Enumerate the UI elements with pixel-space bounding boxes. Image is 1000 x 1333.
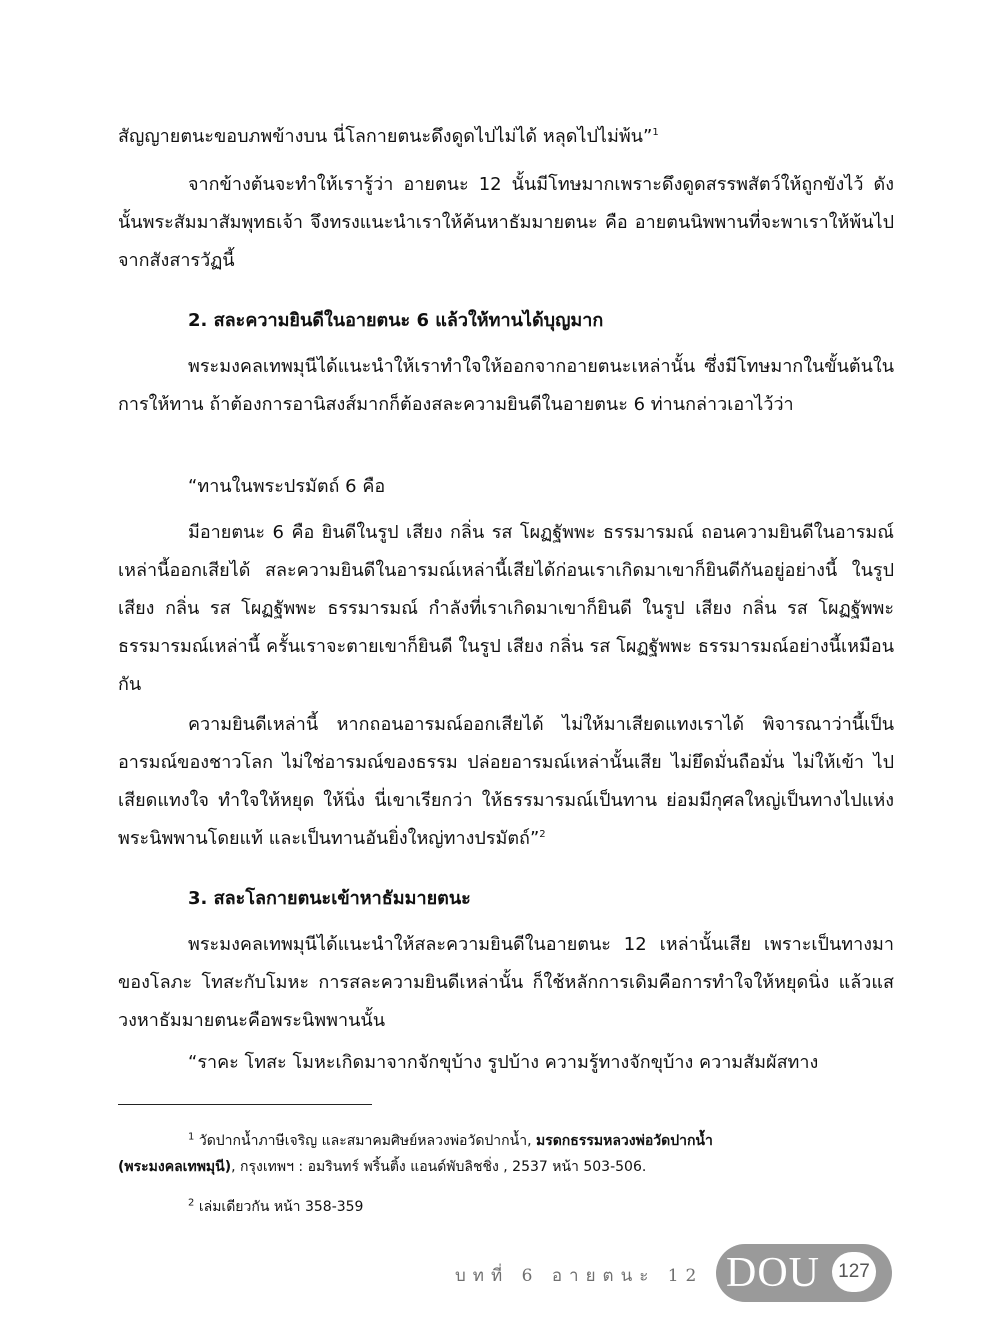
footnote-2: [118, 1194, 894, 1220]
paragraph-text: สัญญายตนะขอบภพข้างบน นี่โลกายตนะดึงดูดไปไม่ได้ หลุดไปไม่พ้น”: [118, 126, 653, 147]
paragraph-7: “ราคะ โทสะ โมหะเกิดมาจากจักขุบ้าง รูปบ้าง ความรู้ทางจักขุบ้าง ความสัมผัสทาง: [188, 1052, 819, 1073]
footnote-number: 2: [188, 1197, 195, 1209]
footnote-text: เล่มเดียวกัน หน้า 358-359: [198, 1199, 364, 1215]
paragraph-continuation: [118, 118, 894, 156]
paragraph-text: ความยินดีเหล่านี้ หากถอนอารมณ์ออกเสียได้ ไม่ให้มาเสียดแทงเราได้ พิจารณาว่านี้เป็นอารมณ์ของชาวโลก ไม่ใช่อารมณ์ของธรรม ปล่อยอารมณ์เหล่านั้นเสีย ไม่ยึดมั่นถือมั่น ไม่ให้เข้า ไปเสียดแทงใจ ทำใจให้หยุด ให้นิ่ง นี่เขาเรียกว่า ให้ธรรมารมณ์เป็นทาน ย่อมมีกุศลใหญ่เป็นทางไปแห่งพระนิพพานโดยแท้ และเป็นทานอันยิ่งใหญ่ทางปรมัตถ์”: [118, 714, 894, 849]
chapter-running-footer: บทที่ 6 อายตนะ 12: [455, 1266, 704, 1286]
paragraph-6: พระมงคลเทพมุนีได้แนะนำให้สละความยินดีในอายตนะ 12 เหล่านั้นเสีย เพราะเป็นทางมาของโลภะ โทสะกับโมหะ การสละความยินดีเหล่านั้น ก็ใช้หลักการเดิมคือการทำใจให้หยุดนิ่ง แล้วแสวงหาธัมมายตนะคือพระนิพพานนั้น: [118, 934, 894, 1031]
section-heading-3: 3. สละโลกายตนะเข้าหาธัมมายตนะ: [188, 888, 471, 909]
quote-heading: “ทานในพระปรมัตถ์ 6 คือ: [188, 476, 386, 497]
paragraph-2: พระมงคลเทพมุนีได้แนะนำให้เราทำใจให้ออกจากอายตนะเหล่านั้น ซึ่งมีโทษมากในขั้นต้นในการให้ทาน ถ้าต้องการอานิสงส์มากก็ต้องสละความยินดีในอายตนะ 6 ท่านกล่าวเอาไว้ว่า: [118, 356, 894, 415]
footnote-number: 1: [188, 1131, 195, 1143]
paragraph-4: มีอายตนะ 6 คือ ยินดีในรูป เสียง กลิ่น รส โผฏฐัพพะ ธรรมารมณ์ ถอนความยินดีในอารมณ์เหล่านี้ออกเสียได้ สละความยินดีในอารมณ์เหล่านี้เสียได้ก่อนเราเกิดมาเขาก็ยินดีกันอยู่อย่างนี้ ในรูป เสียง กลิ่น รส โผฏฐัพพะ ธรรมารมณ์ กำลังที่เราเกิดมาเขาก็ยินดี ในรูป เสียง กลิ่น รส โผฏฐัพพะ ธรรมารมณ์เหล่านี้ ครั้นเราจะตายเขาก็ยินดี ในรูป เสียง กลิ่น รส โผฏฐัพพะ ธรรมารมณ์อย่างนี้เหมือนกัน: [118, 522, 894, 695]
footnote-publisher: , กรุงเทพฯ : อมรินทร์ พริ้นติ้ง แอนด์พับลิชชิ่ง , 2537 หน้า 503-506.: [231, 1159, 647, 1175]
footnote-ref-2[interactable]: 2: [539, 829, 546, 840]
footnote-author: วัดปากน้ำภาษีเจริญ และสมาคมศิษย์หลวงพ่อวัดปากน้ำ,: [198, 1133, 532, 1149]
paragraph-1: จากข้างต้นจะทำให้เรารู้ว่า อายตนะ 12 นั้นมีโทษมากเพราะดึงดูดสรรพสัตว์ให้ถูกขังไว้ ดังนั้นพระสัมมาสัมพุทธเจ้า จึงทรงแนะนำเราให้ค้นหาธัมมายตนะ คือ อายตนนิพพานที่จะพาเราให้พ้นไปจากสังสารวัฏนี้: [118, 174, 894, 271]
section-heading-2: 2. สละความยินดีในอายตนะ 6 แล้วให้ทานได้บุญมาก: [188, 310, 604, 331]
paragraph-5: [118, 706, 894, 858]
page-number: 127: [832, 1252, 876, 1292]
footnote-1: [118, 1128, 894, 1180]
footnote-ref-1[interactable]: 1: [652, 127, 659, 138]
dou-logo: DOU: [726, 1250, 820, 1296]
footnote-title: มรดกธรรมหลวงพ่อวัดปากน้ำ: [535, 1133, 713, 1149]
footnote-divider: [118, 1104, 372, 1105]
footnote-title-sub: (พระมงคลเทพมุนี): [118, 1159, 232, 1175]
